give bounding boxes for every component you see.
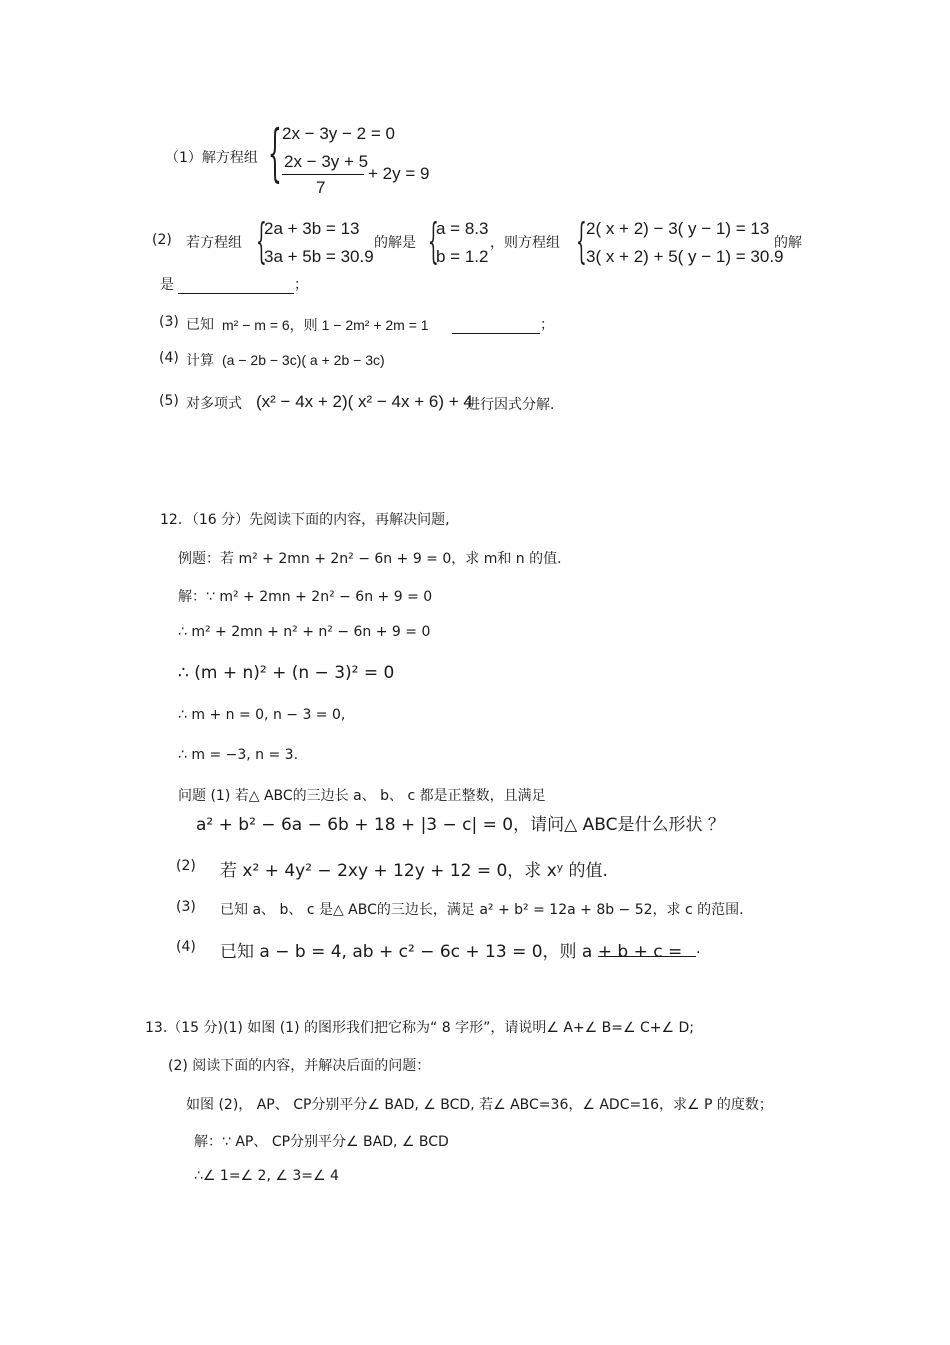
answer-blank[interactable] [598, 941, 700, 957]
left-brace-icon: { [576, 213, 587, 269]
answer-blank[interactable] [452, 314, 554, 334]
q11-p1-eq2-rest: + 2y = 9 [368, 164, 430, 183]
q12-solution-line-1: ∴ m² + 2mn + n² + n² − 6n + 9 = 0 [178, 624, 431, 640]
q12-solution-line-0: 解：∵ m² + 2mn + 2n² − 6n + 9 = 0 [178, 589, 433, 605]
q12-solution-line-3: ∴ m + n = 0, n − 3 = 0, [178, 707, 346, 723]
q13-part-2a: 如图 (2)， AP、 CP分别平分∠ BAD, ∠ BCD, 若∠ ABC=36，∠ ADC=16，求∠ P 的度数； [186, 1097, 773, 1113]
q11-p5-text: 对多项式 [186, 396, 242, 412]
fraction-bar [282, 174, 364, 175]
q12-problem-2-num: (2) [176, 858, 196, 874]
q11-p4-text: 计算 [186, 353, 214, 369]
q12-problem-3: 已知 a、 b、 c 是△ ABC的三边长，满足 a² + b² = 12a + 8b − 52，求 c 的范围. [220, 902, 744, 918]
left-brace-icon: { [268, 116, 282, 189]
q11-p1-eq2-numerator: 2x − 3y + 5 [284, 152, 369, 171]
q11-p2-sys2-eq1: 2( x + 2) − 3( y − 1) = 13 [586, 219, 770, 238]
q11-p2-shi: 是 [160, 277, 174, 293]
q12-problem-2: 若 x² + 4y² − 2xy + 12y + 12 = 0，求 xʸ 的值. [220, 861, 608, 881]
q11-p4-expr: (a − 2b − 3c)( a + 2b − 3c) [222, 352, 385, 368]
q12-problem-3-num: (3) [176, 899, 196, 915]
q11-p2-dejie: 的解是 [374, 235, 416, 251]
q12-problem-4: 已知 a − b = 4, ab + c² − 6c + 13 = 0，则 a + b + c = [220, 942, 683, 962]
q11-p2-sys2-eq2: 3( x + 2) + 5( y − 1) = 30.9 [586, 247, 784, 266]
q11-p2-sys1-eq2: 3a + 5b = 30.9 [264, 247, 374, 266]
q12-solution-line-2: ∴ (m + n)² + (n − 3)² = 0 [178, 663, 395, 683]
q13-part-2: (2) 阅读下面的内容，并解决后面的问题： [168, 1058, 431, 1074]
q11-p5-num: (5) [159, 393, 179, 409]
q11-p3-end: ； [540, 317, 554, 333]
q12-solution-line-4: ∴ m = −3, n = 3. [178, 747, 299, 763]
q11-p1-label: （1）解方程组 [165, 150, 258, 166]
q11-p2-ze: ，则方程组 [490, 235, 560, 251]
q12-problem-1b: a² + b² − 6a − 6b + 18 + |3 − c| = 0，请问△ ABC是什么形状 ？ [196, 815, 725, 835]
q13-part-2c: ∴∠ 1=∠ 2, ∠ 3=∠ 4 [194, 1168, 339, 1184]
q11-p2-num: (2) [152, 232, 172, 248]
q11-p2-sys1-eq1: 2a + 3b = 13 [264, 219, 360, 238]
q11-p1-eq1: 2x − 3y − 2 = 0 [282, 124, 395, 143]
q12-heading: 12．（16 分）先阅读下面的内容，再解决问题, [160, 512, 450, 528]
q12-problem-4-num: (4) [176, 939, 196, 955]
answer-blank[interactable] [178, 274, 308, 294]
q12-example: 例题：若 m² + 2mn + 2n² − 6n + 9 = 0，求 m和 n 的值. [178, 551, 562, 567]
q11-p3-expr: m² − m = 6，则 1 − 2m² + 2m = 1 [222, 317, 429, 333]
q11-p4-num: (4) [159, 350, 179, 366]
left-brace-icon: { [428, 213, 439, 269]
q12-problem-4-end: . [696, 941, 701, 957]
q11-p2-sol-b: b = 1.2 [436, 247, 489, 266]
left-brace-icon: { [256, 213, 267, 269]
q13-heading: 13.（15 分)(1) 如图 (1) 的图形我们把它称为“ 8 字形”，请说明∠ A+∠ B=∠ C+∠ D; [145, 1020, 694, 1036]
q11-p2-sol-a: a = 8.3 [436, 219, 489, 238]
q11-p2-end: ； [294, 277, 308, 293]
q11-p2-dejie2: 的解 [774, 235, 802, 251]
q11-p5-end: 进行因式分解. [466, 397, 555, 413]
q11-p3-text: 已知 [186, 317, 214, 333]
q11-p1-eq2-denominator: 7 [316, 178, 326, 197]
q12-problem-1a: 问题 (1) 若△ ABC的三边长 a、 b、 c 都是正整数，且满足 [178, 788, 546, 804]
q13-part-2b: 解：∵ AP、 CP分别平分∠ BAD, ∠ BCD [194, 1134, 449, 1150]
q11-p2-ruo: 若方程组 [186, 235, 242, 251]
q11-p3-num: (3) [159, 314, 179, 330]
q11-p5-expr: (x² − 4x + 2)( x² − 4x + 6) + 4 [256, 392, 473, 411]
